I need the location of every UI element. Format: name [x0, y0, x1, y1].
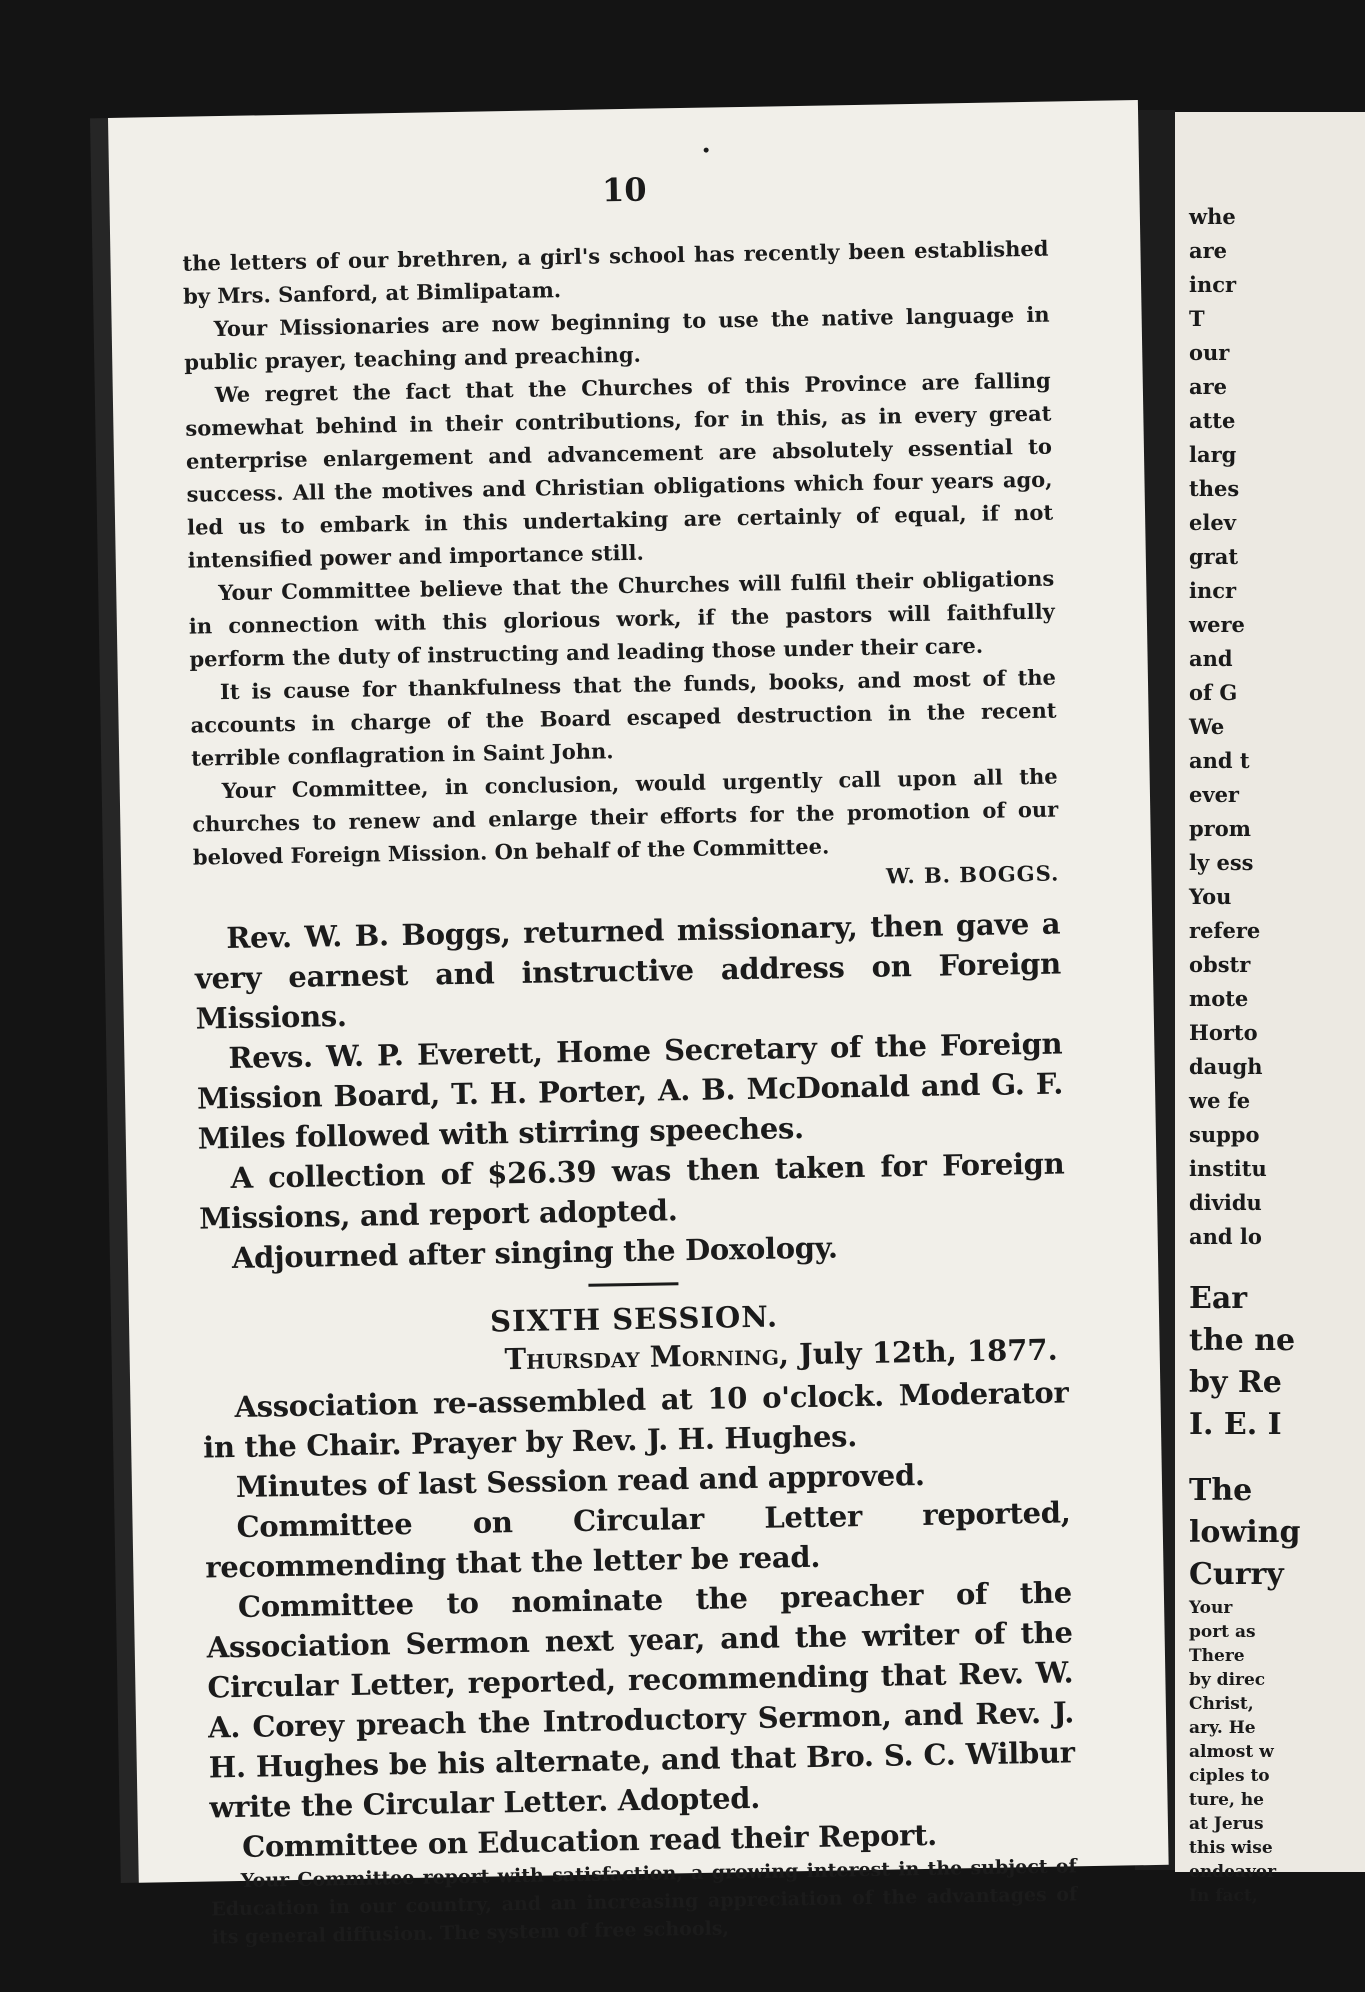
report-paragraph: the letters of our brethren, a girl's school has recently been established by Mrs. Sanford, at Bimlipatam.: [182, 235, 1049, 309]
facing-line: We: [1189, 714, 1225, 739]
session-day: Thursday Morning,: [504, 1337, 790, 1377]
education-report: [211, 1852, 1078, 1951]
facing-text-block-2: [1175, 1278, 1365, 1446]
facing-line: ly ess: [1189, 850, 1254, 875]
report-signature: W. B. BOGGS.: [885, 860, 1060, 889]
report-paragraph: Your Committee believe that the Churches will fulfil their obligations in connection with this glorious work, if the pastors will faithfully perform the duty of instructing and leading those under their care.: [188, 565, 1055, 672]
facing-line: are: [1189, 374, 1228, 399]
proceedings-paragraph: Adjourned after singing the Doxology.: [231, 1230, 838, 1276]
facing-line: at Jerus: [1189, 1814, 1264, 1834]
session-paragraph: Committee to nominate the preacher of the Association Sermon next year, and the writer of the Circular Letter, reported, recommending that Rev. W. A. Corey preach the Introductory Sermon, and Rev. J. H. Hughes be his alternate, and that Bro. S. C. Wilbur write the Circular Letter. Adopted.: [206, 1575, 1075, 1825]
proceedings-paragraph: Revs. W. P. Everett, Home Secretary of the Foreign Mission Board, T. H. Porter, A. B. McDonald and G. F. Miles followed with stirring speeches.: [196, 1026, 1064, 1156]
facing-line: by Re: [1189, 1365, 1282, 1400]
facing-line: this wise: [1189, 1838, 1273, 1858]
proceedings: [194, 904, 1066, 1279]
facing-line: larg: [1189, 442, 1237, 467]
facing-line: grat: [1189, 544, 1239, 569]
facing-line: Your: [1189, 1598, 1233, 1618]
facing-line: lowing: [1189, 1515, 1301, 1550]
session-minutes: [202, 1372, 1076, 1867]
report-paragraph: We regret the fact that the Churches of this Province are falling somewhat behind in their contributions, for in this, as in every great enterprise enlargement and advancement are absolutely essential to success. All the motives and Christian obligations which four years ago, led us to embark in this undertaking are certainly of equal, if not intensified power and importance still.: [185, 367, 1054, 573]
education-report-text: Your Committee report with satisfaction, a growing interest in the subject of Education in our country, and an increasing appreciation of the advantages of its general diffusion. The system of free schools,: [211, 1855, 1078, 1949]
report-paragraph: Your Missionaries are now beginning to use the native language in public prayer, teaching and preaching.: [184, 301, 1050, 375]
facing-line: In fact,: [1189, 1886, 1258, 1906]
section-divider: [588, 1282, 678, 1287]
session-title: SIXTH SESSION.: [489, 1299, 779, 1339]
facing-line: mote: [1189, 986, 1249, 1011]
facing-line: ary. He: [1189, 1718, 1256, 1738]
facing-line: Ear: [1189, 1281, 1248, 1316]
facing-line: incr: [1189, 578, 1237, 603]
proceedings-paragraph: A collection of $26.39 was then taken for Foreign Missions, and report adopted.: [198, 1146, 1065, 1236]
facing-line: were: [1189, 612, 1245, 637]
facing-line: refere: [1189, 918, 1261, 943]
facing-text-block-4: [1175, 1596, 1365, 1908]
facing-line: Christ,: [1189, 1694, 1254, 1714]
facing-line: by direc: [1189, 1670, 1266, 1690]
facing-line: Horto: [1189, 1020, 1258, 1045]
facing-line: dividu: [1189, 1190, 1262, 1215]
facing-page-fragment: [1175, 112, 1365, 1906]
report-paragraph: It is cause for thankfulness that the funds, books, and most of the accounts in charge of the Board escaped destruction in the recent terrible conflagration in Saint John.: [190, 664, 1057, 771]
facing-line: whe: [1189, 204, 1236, 229]
facing-line: ciples to: [1189, 1766, 1270, 1786]
facing-line: incr: [1189, 272, 1237, 297]
facing-text-block-3: [1175, 1470, 1365, 1596]
ink-speck: [704, 148, 709, 153]
facing-line: endeavor: [1189, 1862, 1277, 1882]
facing-line: thes: [1189, 476, 1240, 501]
facing-line: and: [1189, 646, 1233, 671]
facing-line: port as: [1189, 1622, 1256, 1642]
report-paragraph: Your Committee, in conclusion, would urgently call upon all the churches to renew and enlarge their efforts for the promotion of our beloved Foreign Mission. On behalf of the Committee.: [192, 763, 1059, 870]
page-number: 10: [601, 170, 647, 210]
facing-line: institu: [1189, 1156, 1267, 1181]
facing-line: There: [1189, 1646, 1245, 1666]
facing-line: prom: [1189, 816, 1251, 841]
facing-line: suppo: [1189, 1122, 1260, 1147]
session-paragraph: Committee on Education read their Report.: [241, 1817, 938, 1864]
facing-line: Curry: [1189, 1557, 1284, 1592]
facing-line: I. E. I: [1189, 1407, 1282, 1442]
facing-line: our: [1189, 340, 1230, 365]
facing-line: You: [1189, 884, 1232, 909]
session-date: July 12th, 1877.: [798, 1332, 1058, 1372]
facing-line: T: [1189, 306, 1205, 331]
facing-line: obstr: [1189, 952, 1251, 977]
facing-line: elev: [1189, 510, 1236, 535]
book-page: [108, 100, 1169, 1949]
facing-line: we fe: [1189, 1088, 1251, 1113]
facing-line: are: [1189, 238, 1228, 263]
proceedings-paragraph: Rev. W. B. Boggs, returned missionary, then gave a very earnest and instructive address on Foreign Missions.: [194, 906, 1062, 1036]
facing-line: of G: [1189, 680, 1238, 705]
page-body: [182, 232, 1078, 1952]
facing-line: ture, he: [1189, 1790, 1264, 1810]
session-paragraph: Association re-assembled at 10 o'clock. Moderator in the Chair. Prayer by Rev. J. H. Hughes.: [202, 1375, 1069, 1465]
facing-line: daugh: [1189, 1054, 1263, 1079]
facing-line: The: [1189, 1473, 1253, 1508]
session-paragraph: Committee on Circular Letter reported, recommending that the letter be read.: [205, 1495, 1071, 1585]
session-paragraph: Minutes of last Session read and approved.: [235, 1457, 925, 1504]
facing-line: atte: [1189, 408, 1236, 433]
facing-line: almost w: [1189, 1742, 1274, 1762]
facing-line: and lo: [1189, 1224, 1262, 1249]
committee-report: [182, 232, 1059, 901]
facing-line: the ne: [1189, 1323, 1296, 1358]
facing-line: and t: [1189, 748, 1250, 773]
facing-line: ever: [1189, 782, 1239, 807]
facing-text-block-1: [1175, 112, 1365, 1254]
